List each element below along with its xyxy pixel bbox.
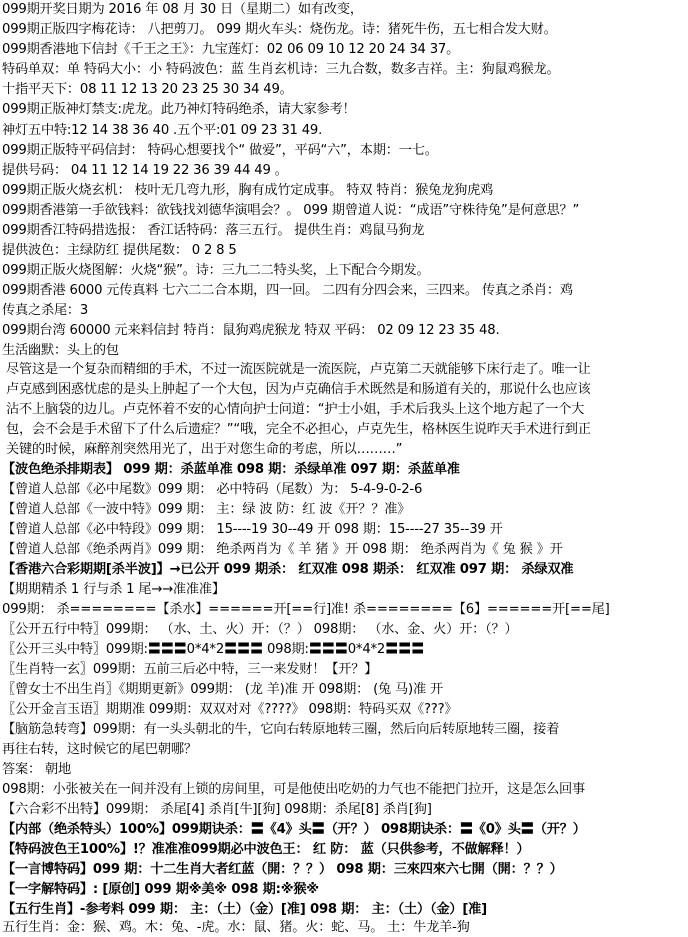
text-line: 神灯五中特:12 14 38 36 40 .五个平:01 09 23 31 49. [2, 123, 323, 138]
text-line: 〖公开五行中特〗099期： （水、土、火）开：（？） 098期： （水、金、火）开：（？） [2, 622, 518, 637]
text-line: 099期香港第一手欲钱料：欲钱找刘德华演唱会？。 099 期曾道人说：“成语”守株待兔”是何意思？” [2, 203, 580, 218]
text-line: 099期正版火烧图解：火烧“猴”。诗：三九二二特头奖，上下配合今期发。 [2, 263, 430, 278]
text-line: 提供号码： 04 11 12 14 19 22 36 39 44 49 。 [2, 163, 288, 178]
story-line: 卢克感到困惑忧虑的是头上肿起了一个大包，因为卢克确信手术既然是和肠道有关的，那说什么也应该 [6, 382, 591, 397]
text-line: 099期正版四字梅花诗： 八把剪刀。 099 期火车头：烧伤龙。诗：猪死牛伤，五七相合发大财。 [2, 22, 557, 37]
text-line: 【香港六合彩期期[杀半波]】→已公开 099 期杀： 红双准 098 期杀： 红双准 097 期： 杀绿双准 [2, 562, 574, 577]
text-line: 099期正版火烧玄机： 枝叶无几弯九形，胸有成竹定成事。 特双 特肖：猴兔龙狗虎鸡 [2, 183, 494, 198]
text-line: 答案： 朝地 [2, 762, 71, 777]
text-line: 〖曾女士不出生肖〗《期期更新》099期： (龙 羊)准 开 098期： (兔 马)准 开 [2, 682, 443, 697]
text-line: 099期正版特平码信封： 特码心想要找个“ 做爱”，平码“六”，本期：一七。 [2, 143, 438, 158]
text-line: 099期台湾 60000 元来料信封 特肖：鼠狗鸡虎猴龙 特双 平码： 02 09 12 23 35 48. [2, 323, 500, 338]
text-line: 〖公开三头中特〗099期:〓〓〓0*4*2〓〓〓 098期:〓〓〓0*4*2〓〓〓 [2, 642, 425, 657]
text-line: 十指平天下：08 11 12 13 20 23 25 30 34 49。 [2, 82, 293, 97]
text-line: 【一字解特码】: [原创] 099 期※美※ 098 期:※猴※ [2, 882, 319, 897]
text-line: 【曾道人总部《一波中特》099 期： 主：绿 波 防：红 波《开？？准》 [2, 502, 411, 517]
story-line: 沾不上脑袋的边儿。卢克怀着不安的心情向护士问道：“护士小姐，手术后我头上这个地方起了一个大 [6, 402, 585, 417]
text-line: 〖公开金言玉语〗期期准 099期：双双对对《????》 098期：特码买双《???》 [2, 702, 458, 717]
text-line: 【内部（绝杀特头）100%】099期诀杀：〓《4》头〓（开？） 098期诀杀：〓《0》头〓（开？） [2, 822, 586, 837]
text-line: 099期正版神灯禁支:虎龙。此乃神灯特码绝杀，请大家参考！ [2, 102, 356, 117]
text-line: 【波色绝杀排期表】 099 期：杀蓝单准 098 期：杀绿单准 097 期：杀蓝单准 [2, 462, 460, 477]
text-line: 提供波色：主绿防红 提供尾数： 0 2 8 5 [2, 243, 237, 258]
text-line: 【脑筋急转弯】099期：有一头头朝北的牛，它向右转原地转三圈，然后向后转原地转三圈，接着 [2, 722, 560, 737]
text-line: 五行生肖：金：猴、鸡。木：兔、-虎。水：鼠、猪。火：蛇、马。 土：牛龙羊-狗 [2, 920, 470, 935]
story-line: 尽管这是一个复杂而精细的手术，不过一流医院就是一流医院，卢克第二天就能够下床行走了。唯一让 [6, 362, 591, 377]
text-line: 【一言博特码】099 期：十二生肖大者红蓝（開：？？） 098 期：三來四來六七開（開：？？） [2, 862, 563, 877]
text-line: 特码单双：单 特码大小：小 特码波色：蓝 生肖玄机诗：三九合数，数多吉祥。主：狗鼠鸡猴龙。 [2, 62, 560, 77]
text-line: 〖生肖特一玄〗099期：五前三后必中特，三一来发财！【开？】 [2, 662, 378, 677]
text-line: 生活幽默：头上的包 [2, 343, 119, 358]
text-line: 099期香港 6000 元传真料 七六二二合本期，四一回。 二四有分四会来，三四来。 传真之杀肖：鸡 [2, 283, 573, 298]
text-line: 【期期精杀 1 行与杀 1 尾→→准准准】 [2, 582, 225, 597]
text-line: 099期香江特码措选报： 香江话特码：落三五行。 提供生肖：鸡鼠马狗龙 [2, 223, 425, 238]
text-line: 传真之杀尾：3 [2, 303, 89, 318]
text-line: 098期：小张被关在一间并没有上锁的房间里，可是他使出吃奶的力气也不能把门拉开，这是怎么回事 [2, 782, 586, 797]
text-line: 再往右转，这时候它的尾巴朝哪？ [2, 742, 197, 757]
text-line: 【五行生肖】-参考料 099 期： 主：（土）（金）[准] 098 期： 主：（土）（金）[准] [2, 902, 487, 917]
text-line: 099期香港地下信封《千王之王》：九宝莲灯：02 06 09 10 12 20 24 34 37。 [2, 42, 460, 57]
text-line: 099期开奖日期为 2016 年 08 月 30 日（星期二）如有改变， [2, 2, 363, 17]
text-line: 【曾道人总部《绝杀两肖》099 期： 绝杀两肖为《 羊 猪 》开 098 期： 绝杀两肖为《 兔 猴 》开 [2, 542, 563, 557]
text-line: 【曾道人总部《必中尾数》099 期： 必中特码（尾数）为： 5-4-9-0-2-6 [2, 482, 423, 497]
text-line: 【曾道人总部《必中特段》099 期： 15----19 30--49 开 098 期：15----27 35--39 开 [2, 522, 503, 537]
text-line: 099期： 杀========【杀水】======开[==行]准! 杀========【6】======开[==尾] [2, 602, 610, 617]
story-line: 关键的时候，麻醉剂突然用光了，出于对您生命的考虑，所以………” [6, 442, 403, 457]
text-line: 【六合彩不出特】099期： 杀尾[4] 杀肖[牛][狗] 098期：杀尾[8] 杀肖[狗] [2, 802, 432, 817]
story-line: 包，会不会是手术留下了什么后遗症？”“哦，完全不必担心，卢克先生，格林医生说昨天手术进行到正 [6, 422, 591, 437]
text-line: 【特码波色王100%】!？准准准099期必中波色王： 红 防： 蓝（只供参考，不做解释！） [2, 842, 530, 857]
